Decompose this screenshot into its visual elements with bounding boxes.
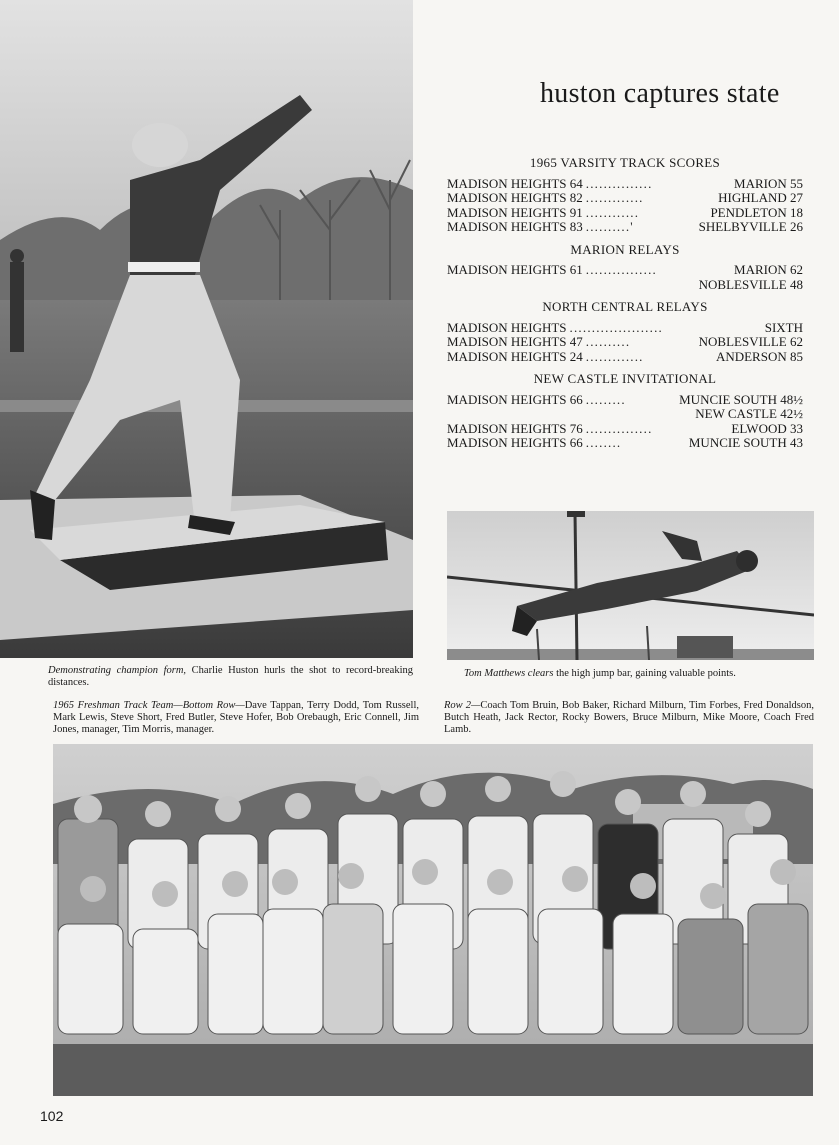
marion-relays-heading: MARION RELAYS bbox=[570, 241, 680, 257]
score-leader: ............ bbox=[585, 205, 640, 220]
north-central-relays-heading: NORTH CENTRAL RELAYS bbox=[542, 299, 708, 314]
score-opponent: PENDLETON 18 bbox=[710, 204, 803, 220]
team-caption-bottom-row bbox=[53, 700, 419, 736]
score-leader: ......... bbox=[585, 392, 626, 407]
page-title: huston captures state bbox=[540, 78, 780, 109]
score-leader: ............... bbox=[585, 176, 653, 191]
score-opponent: NOBLESVILLE 48 bbox=[698, 276, 803, 292]
varsity-heading: 1965 VARSITY TRACK SCORES bbox=[529, 155, 721, 170]
score-opponent: SHELBYVILLE 26 bbox=[698, 219, 803, 234]
score-team: MADISON HEIGHTS 66 bbox=[447, 435, 583, 450]
shotput-caption-lead: Demonstrating champion form, bbox=[48, 665, 187, 676]
team-caption-lead: 1965 Freshman Track Team—Bottom Row— bbox=[53, 700, 245, 711]
score-row bbox=[447, 220, 803, 235]
score-leader: ............. bbox=[585, 349, 644, 364]
score-row bbox=[447, 436, 803, 451]
score-team: MADISON HEIGHTS 64 bbox=[447, 175, 583, 191]
score-team: MADISON HEIGHTS 61 bbox=[447, 262, 583, 277]
score-row bbox=[447, 278, 803, 293]
score-opponent: HIGHLAND 27 bbox=[718, 190, 803, 205]
score-leader: ..................... bbox=[569, 320, 663, 335]
shotput-photo bbox=[0, 0, 413, 658]
score-leader: .......... bbox=[585, 335, 631, 349]
score-row bbox=[447, 321, 803, 336]
score-leader: ............. bbox=[585, 191, 644, 205]
score-leader: ............... bbox=[585, 421, 653, 436]
shotput-caption bbox=[48, 665, 413, 689]
score-row bbox=[447, 206, 803, 221]
team-caption-row-2 bbox=[444, 700, 814, 736]
team-caption-row2-text: Coach Tom Bruin, Bob Baker, Richard Milburn, Tim Forbes, Fred Donaldson, Butch Heath, Jack Rector, Rocky Bowers, Bruce Milburn, Mike Moore, Coach Fred Lamb. bbox=[444, 700, 814, 735]
score-leader: ..........' bbox=[585, 220, 634, 234]
team-caption-row2-lead: Row 2— bbox=[444, 700, 481, 711]
north-central-relays-scores bbox=[447, 321, 803, 365]
score-row bbox=[447, 350, 803, 365]
score-leader: ................ bbox=[585, 263, 657, 277]
score-row bbox=[447, 191, 803, 206]
score-row bbox=[447, 177, 803, 192]
team-photo bbox=[53, 744, 813, 1096]
score-row bbox=[447, 422, 803, 437]
score-team: MADISON HEIGHTS 24 bbox=[447, 348, 583, 364]
score-team: MADISON HEIGHTS bbox=[447, 319, 567, 335]
score-team: MADISON HEIGHTS 82 bbox=[447, 190, 583, 205]
shotput-caption-text: Charlie Huston hurls the shot to record-breaking distances. bbox=[48, 665, 413, 688]
score-leader: ........ bbox=[585, 436, 622, 450]
new-castle-invitational-scores bbox=[447, 393, 803, 451]
score-team: MADISON HEIGHTS 66 bbox=[447, 391, 583, 407]
score-opponent: MARION 55 bbox=[734, 175, 803, 191]
score-row bbox=[447, 335, 803, 350]
score-team: MADISON HEIGHTS 83 bbox=[447, 219, 583, 234]
highjump-caption-text: the high jump bar, gaining valuable points. bbox=[553, 668, 736, 679]
score-opponent: MARION 62 bbox=[734, 262, 803, 277]
score-opponent: ELWOOD 33 bbox=[731, 420, 803, 436]
score-opponent: NEW CASTLE 42½ bbox=[695, 406, 803, 421]
highjump-caption bbox=[464, 668, 804, 680]
score-row bbox=[447, 263, 803, 278]
new-castle-invitational-heading: NEW CASTLE INVITATIONAL bbox=[533, 371, 717, 386]
team-caption-text: Dave Tappan, Terry Dodd, Tom Russell, Mark Lewis, Steve Short, Fred Butler, Steve Hofer, Bob Orebaugh, Eric Connell, Jim Jones, manager, Tim Morris, manager. bbox=[53, 700, 419, 735]
score-row bbox=[447, 393, 803, 408]
score-opponent: ANDERSON 85 bbox=[715, 348, 803, 364]
page-number: 102 bbox=[40, 1108, 64, 1124]
score-team: MADISON HEIGHTS 91 bbox=[447, 204, 583, 220]
highjump-photo bbox=[447, 511, 814, 660]
varsity-scores bbox=[447, 177, 803, 235]
score-team: MADISON HEIGHTS 76 bbox=[447, 420, 583, 436]
score-opponent: MUNCIE SOUTH 48½ bbox=[679, 391, 803, 407]
score-row bbox=[447, 407, 803, 422]
highjump-caption-lead: Tom Matthews clears bbox=[464, 668, 554, 679]
score-opponent: NOBLESVILLE 62 bbox=[698, 334, 803, 349]
marion-relays-scores bbox=[447, 263, 803, 292]
score-team: MADISON HEIGHTS 47 bbox=[447, 334, 583, 349]
score-opponent: SIXTH bbox=[764, 319, 803, 335]
track-scores bbox=[447, 152, 803, 459]
score-opponent: MUNCIE SOUTH 43 bbox=[688, 435, 803, 450]
